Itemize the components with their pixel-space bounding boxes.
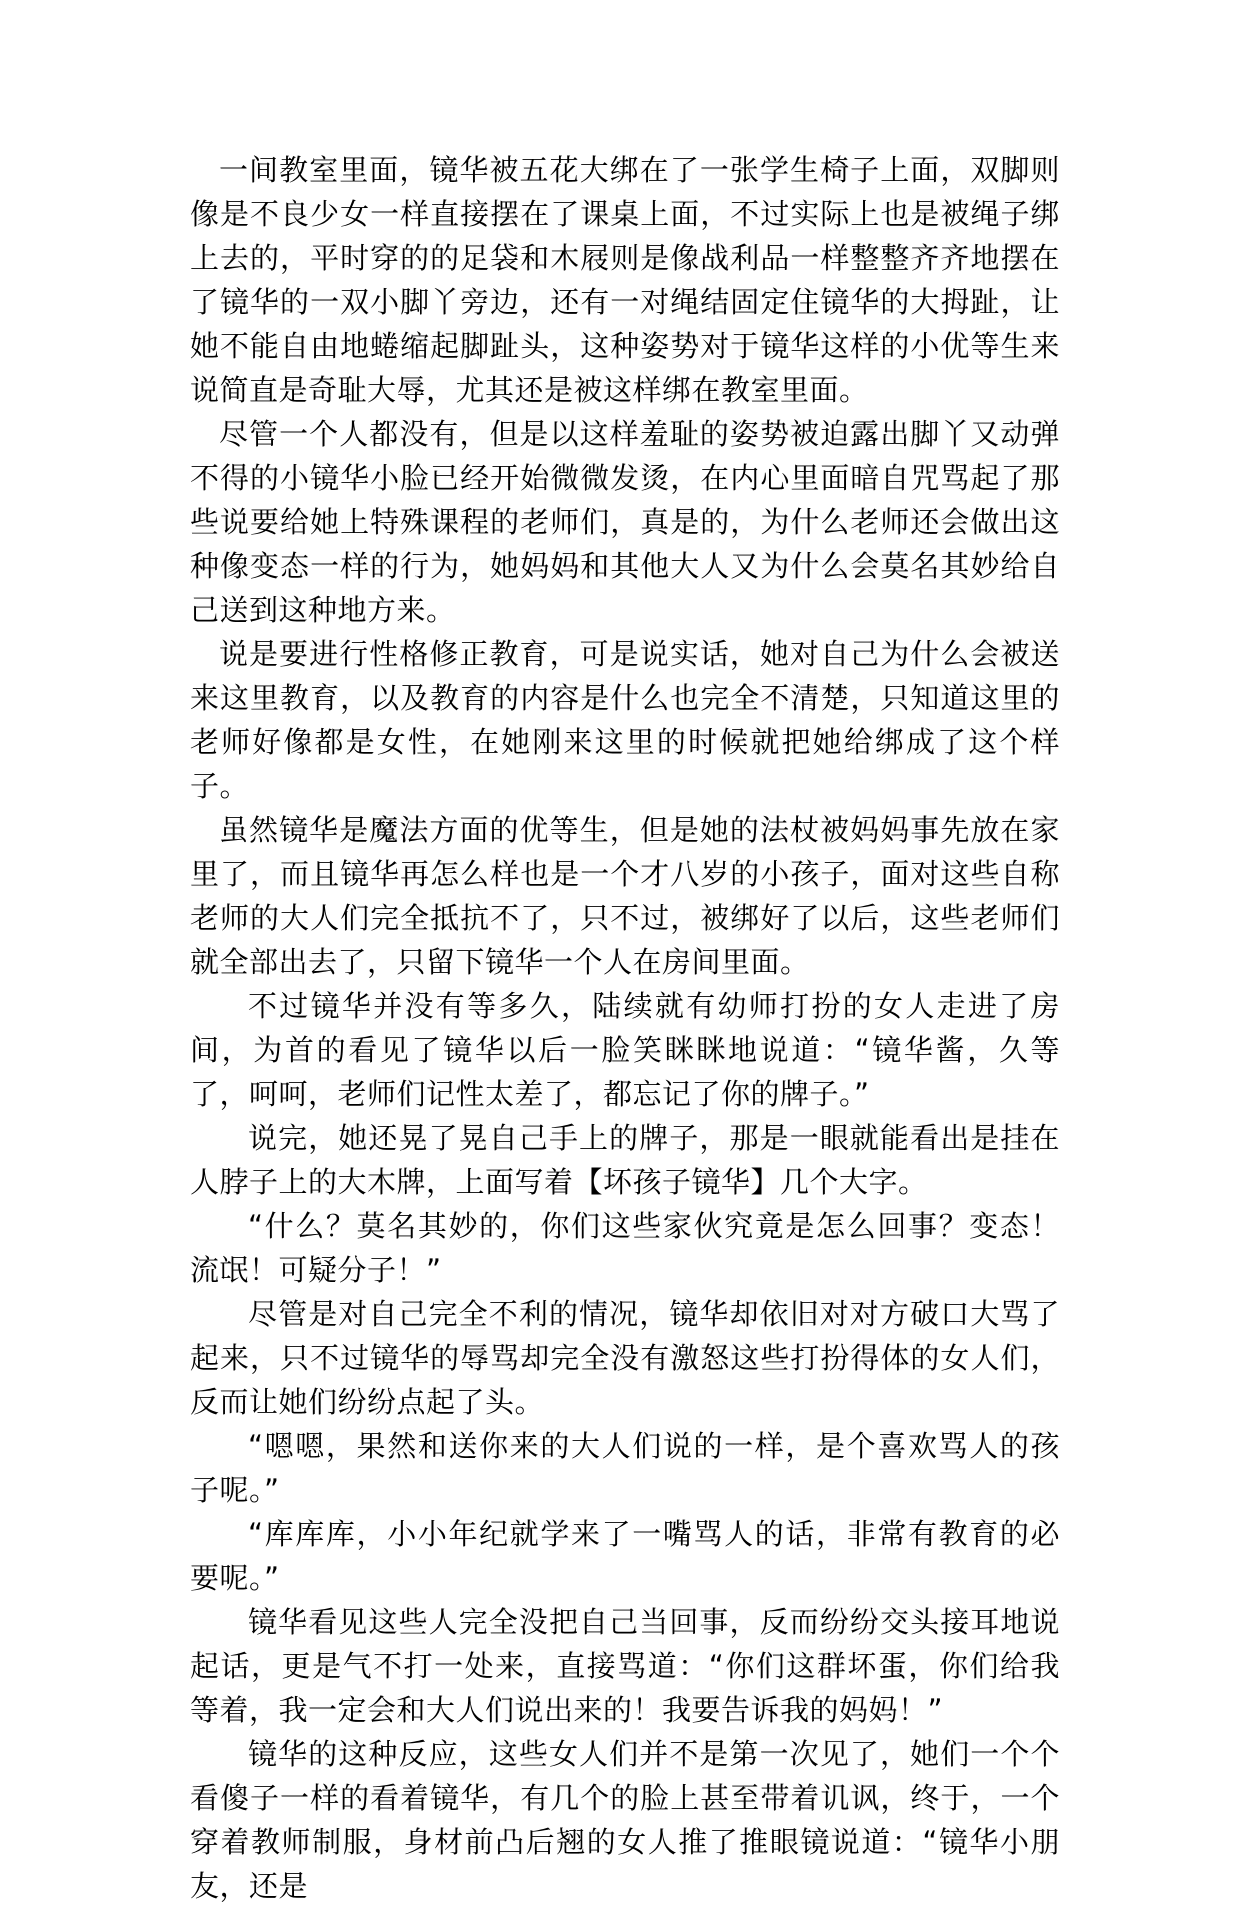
paragraph-3: 说是要进行性格修正教育，可是说实话，她对自己为什么会被送来这里教育，以及教育的内容是什么也完全不清楚，只知道这里的老师好像都是女性，在她刚来这里的时候就把她给绑成了这个样子。 bbox=[190, 637, 1060, 803]
paragraph-7: “什么？莫名其妙的，你们这些家伙究竟是怎么回事？变态！流氓！可疑分子！” bbox=[190, 1209, 1060, 1287]
paragraph-5: 不过镜华并没有等多久，陆续就有幼师打扮的女人走进了房间，为首的看见了镜华以后一脸笑眯眯地说道：“镜华酱，久等了，呵呵，老师们记性太差了，都忘记了你的牌子。” bbox=[190, 989, 1060, 1111]
paragraph-9: “嗯嗯，果然和送你来的大人们说的一样，是个喜欢骂人的孩子呢。” bbox=[190, 1429, 1060, 1507]
paragraph-12: 镜华的这种反应，这些女人们并不是第一次见了，她们一个个看傻子一样的看着镜华，有几个的脸上甚至带着讥讽，终于，一个穿着教师制服，身材前凸后翘的女人推了推眼镜说道：“镜华小朋友，还是 bbox=[190, 1737, 1060, 1903]
paragraph-10: “库库库，小小年纪就学来了一嘴骂人的话，非常有教育的必要呢。” bbox=[190, 1517, 1060, 1595]
paragraph-11: 镜华看见这些人完全没把自己当回事，反而纷纷交头接耳地说起话，更是气不打一处来，直接骂道：“你们这群坏蛋，你们给我等着，我一定会和大人们说出来的！我要告诉我的妈妈！” bbox=[190, 1605, 1060, 1727]
paragraph-8: 尽管是对自己完全不利的情况，镜华却依旧对对方破口大骂了起来，只不过镜华的辱骂却完全没有激怒这些打扮得体的女人们，反而让她们纷纷点起了头。 bbox=[190, 1297, 1060, 1419]
paragraph-4: 虽然镜华是魔法方面的优等生，但是她的法杖被妈妈事先放在家里了，而且镜华再怎么样也是一个才八岁的小孩子，面对这些自称老师的大人们完全抵抗不了，只不过，被绑好了以后，这些老师们就全部出去了，只留下镜华一个人在房间里面。 bbox=[190, 813, 1060, 979]
paragraph-6: 说完，她还晃了晃自己手上的牌子，那是一眼就能看出是挂在人脖子上的大木牌，上面写着【坏孩子镜华】几个大字。 bbox=[190, 1121, 1060, 1199]
paragraph-2: 尽管一个人都没有，但是以这样羞耻的姿势被迫露出脚丫又动弹不得的小镜华小脸已经开始微微发烫，在内心里面暗自咒骂起了那些说要给她上特殊课程的老师们，真是的，为什么老师还会做出这种像变态一样的行为，她妈妈和其他大人又为什么会莫名其妙给自己送到这种地方来。 bbox=[190, 417, 1060, 627]
paragraph-1: 一间教室里面，镜华被五花大绑在了一张学生椅子上面，双脚则像是不良少女一样直接摆在了课桌上面，不过实际上也是被绳子绑上去的，平时穿的的足袋和木屐则是像战利品一样整整齐齐地摆在了镜华的一双小脚丫旁边，还有一对绳结固定住镜华的大拇趾，让她不能自由地蜷缩起脚趾头，这种姿势对于镜华这样的小优等生来说简直是奇耻大辱，尤其还是被这样绑在教室里面。 bbox=[190, 153, 1060, 407]
story-text bbox=[190, 148, 1060, 1908]
